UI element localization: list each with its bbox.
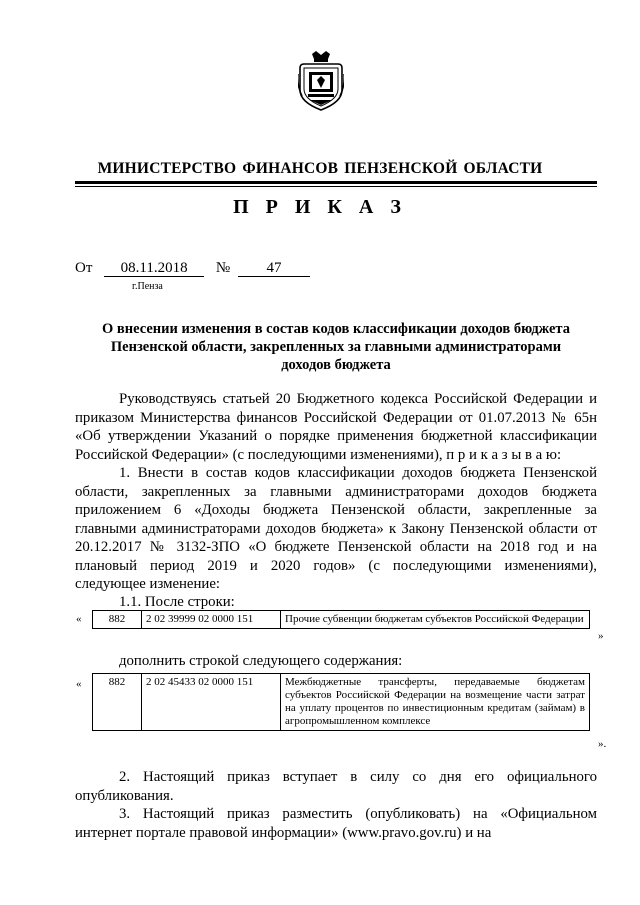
close-quote-1: »	[598, 630, 604, 642]
income-code-cell: 2 02 39999 02 0000 151	[142, 611, 281, 629]
item-2-paragraph: 2. Настоящий приказ вступает в силу со дня его официального опубликования.	[75, 769, 597, 804]
header-rule-thin	[75, 186, 597, 187]
dateline	[75, 260, 310, 277]
item-3-paragraph: 3. Настоящий приказ разместить (опубликовать) на «Официальном интернет портале правовой информации» (www.pravo.gov.ru) и на	[75, 806, 597, 841]
item-1-1-label: 1.1. После строки:	[119, 594, 235, 610]
order-subject: О внесении изменения в состав кодов классификации доходов бюджета Пензенской области, закрепленных за главными администраторами доходов бюджета	[102, 321, 570, 373]
table-row	[93, 674, 590, 731]
open-quote-2: «	[76, 678, 82, 690]
code-table-new-row	[92, 673, 590, 731]
ministry-name: МИНИСТЕРСТВО ФИНАНСОВ ПЕНЗЕНСКОЙ ОБЛАСТИ	[97, 160, 543, 177]
header-rule-thick	[75, 181, 597, 184]
coat-of-arms-emblem	[298, 50, 344, 112]
city-label: г.Пенза	[132, 281, 163, 292]
table-row	[93, 611, 590, 629]
preamble-paragraph: Руководствуясь статьей 20 Бюджетного кодекса Российской Федерации и приказом Министерства финансов Российской Федерации от 01.07.2013 № 65н «Об утверждении Указаний о порядке применения бюджетной классификации Российской Федерации» (с последующими изменениями), п р и к а з ы в а ю:	[75, 391, 597, 463]
add-line-text: дополнить строкой следующего содержания:	[119, 653, 403, 669]
income-name-cell: Межбюджетные трансферты, передаваемые бюджетам субъектов Российской Федерации на возмещение части затрат на уплату процентов по инвестиционным кредитам (займам) в агропромышленном комплексе	[281, 674, 590, 731]
admin-code-cell: 882	[93, 674, 142, 731]
number-label: №	[215, 260, 231, 276]
code-table-existing-row	[92, 610, 590, 629]
admin-code-cell: 882	[93, 611, 142, 629]
item-1-paragraph: 1. Внести в состав кодов классификации доходов бюджета Пензенской области, закрепленных за главными администраторами доходов бюджета приложением 6 «Доходы бюджета Пензенской области, закрепленные за главными администраторами доходов бюджета» к Закону Пензенской области от 20.12.2017 № 3132-ЗПО «О бюджете Пензенской области на 2018 год и на плановый период 2019 и 2020 годов» (с последующими изменениями), следующее изменение:	[75, 465, 597, 592]
income-name-cell: Прочие субвенции бюджетам субъектов Российской Федерации	[281, 611, 590, 629]
income-code-cell: 2 02 45433 02 0000 151	[142, 674, 281, 731]
order-date: 08.11.2018	[104, 260, 204, 277]
document-type-title: П Р И К А З	[233, 196, 407, 218]
open-quote-1: «	[76, 613, 82, 625]
order-number: 47	[238, 260, 310, 277]
from-label: От	[75, 260, 93, 276]
close-quote-2: ».	[598, 738, 607, 750]
